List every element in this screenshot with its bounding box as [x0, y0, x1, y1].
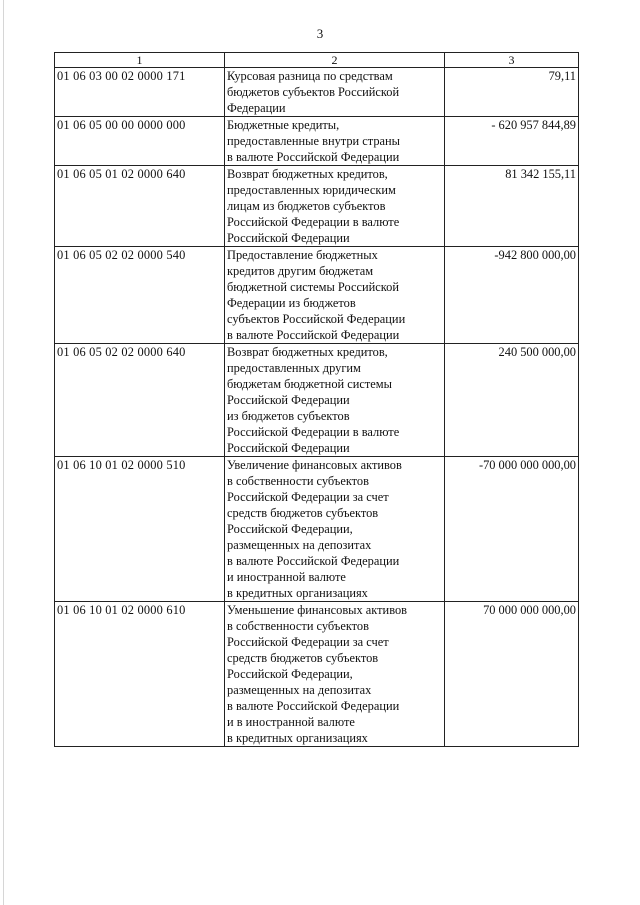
row-amount: 70 000 000 000,00 — [445, 602, 579, 747]
table-row — [55, 457, 579, 602]
column-header-code: 1 — [55, 53, 225, 68]
table-row — [55, 602, 579, 747]
row-code: 01 06 05 02 02 0000 640 — [55, 344, 225, 457]
row-name: Бюджетные кредиты, предоставленные внутри страны в валюте Российской Федерации — [225, 117, 445, 166]
row-name: Уменьшение финансовых активов в собственности субъектов Российской Федерации за счет средств бюджетов субъектов Российской Федерации, размещенных на депозитах в валюте Российской Федерации и в иностранной валюте в кредитных организациях — [225, 602, 445, 747]
row-amount: 81 342 155,11 — [445, 166, 579, 247]
row-amount: 79,11 — [445, 68, 579, 117]
row-amount: -70 000 000 000,00 — [445, 457, 579, 602]
column-header-amount: 3 — [445, 53, 579, 68]
row-code: 01 06 05 00 00 0000 000 — [55, 117, 225, 166]
row-code: 01 06 10 01 02 0000 610 — [55, 602, 225, 747]
table-header — [55, 53, 579, 68]
row-name: Возврат бюджетных кредитов, предоставленных юридическим лицам из бюджетов субъектов Российской Федерации в валюте Российской Федерации — [225, 166, 445, 247]
table-row — [55, 68, 579, 117]
row-code: 01 06 05 02 02 0000 540 — [55, 247, 225, 344]
scan-edge — [3, 0, 4, 905]
row-code: 01 06 03 00 02 0000 171 — [55, 68, 225, 117]
row-name: Предоставление бюджетных кредитов другим бюджетам бюджетной системы Российской Федерации из бюджетов субъектов Российской Федерации в валюте Российской Федерации — [225, 247, 445, 344]
row-code: 01 06 05 01 02 0000 640 — [55, 166, 225, 247]
row-name: Возврат бюджетных кредитов, предоставленных другим бюджетам бюджетной системы Российской Федерации из бюджетов субъектов Российской Федерации в валюте Российской Федерации — [225, 344, 445, 457]
row-amount: -942 800 000,00 — [445, 247, 579, 344]
row-name: Курсовая разница по средствам бюджетов субъектов Российской Федерации — [225, 68, 445, 117]
page-number: 3 — [316, 26, 324, 41]
table-row — [55, 117, 579, 166]
row-amount: - 620 957 844,89 — [445, 117, 579, 166]
table-row — [55, 247, 579, 344]
table-row — [55, 344, 579, 457]
row-name: Увеличение финансовых активов в собственности субъектов Российской Федерации за счет средств бюджетов субъектов Российской Федерации, размещенных на депозитах в валюте Российской Федерации и иностранной валюте в кредитных организациях — [225, 457, 445, 602]
row-amount: 240 500 000,00 — [445, 344, 579, 457]
table-row — [55, 166, 579, 247]
column-header-name: 2 — [225, 53, 445, 68]
budget-sources-table — [54, 52, 579, 747]
header-row — [55, 53, 579, 68]
row-code: 01 06 10 01 02 0000 510 — [55, 457, 225, 602]
table-body — [55, 68, 579, 747]
